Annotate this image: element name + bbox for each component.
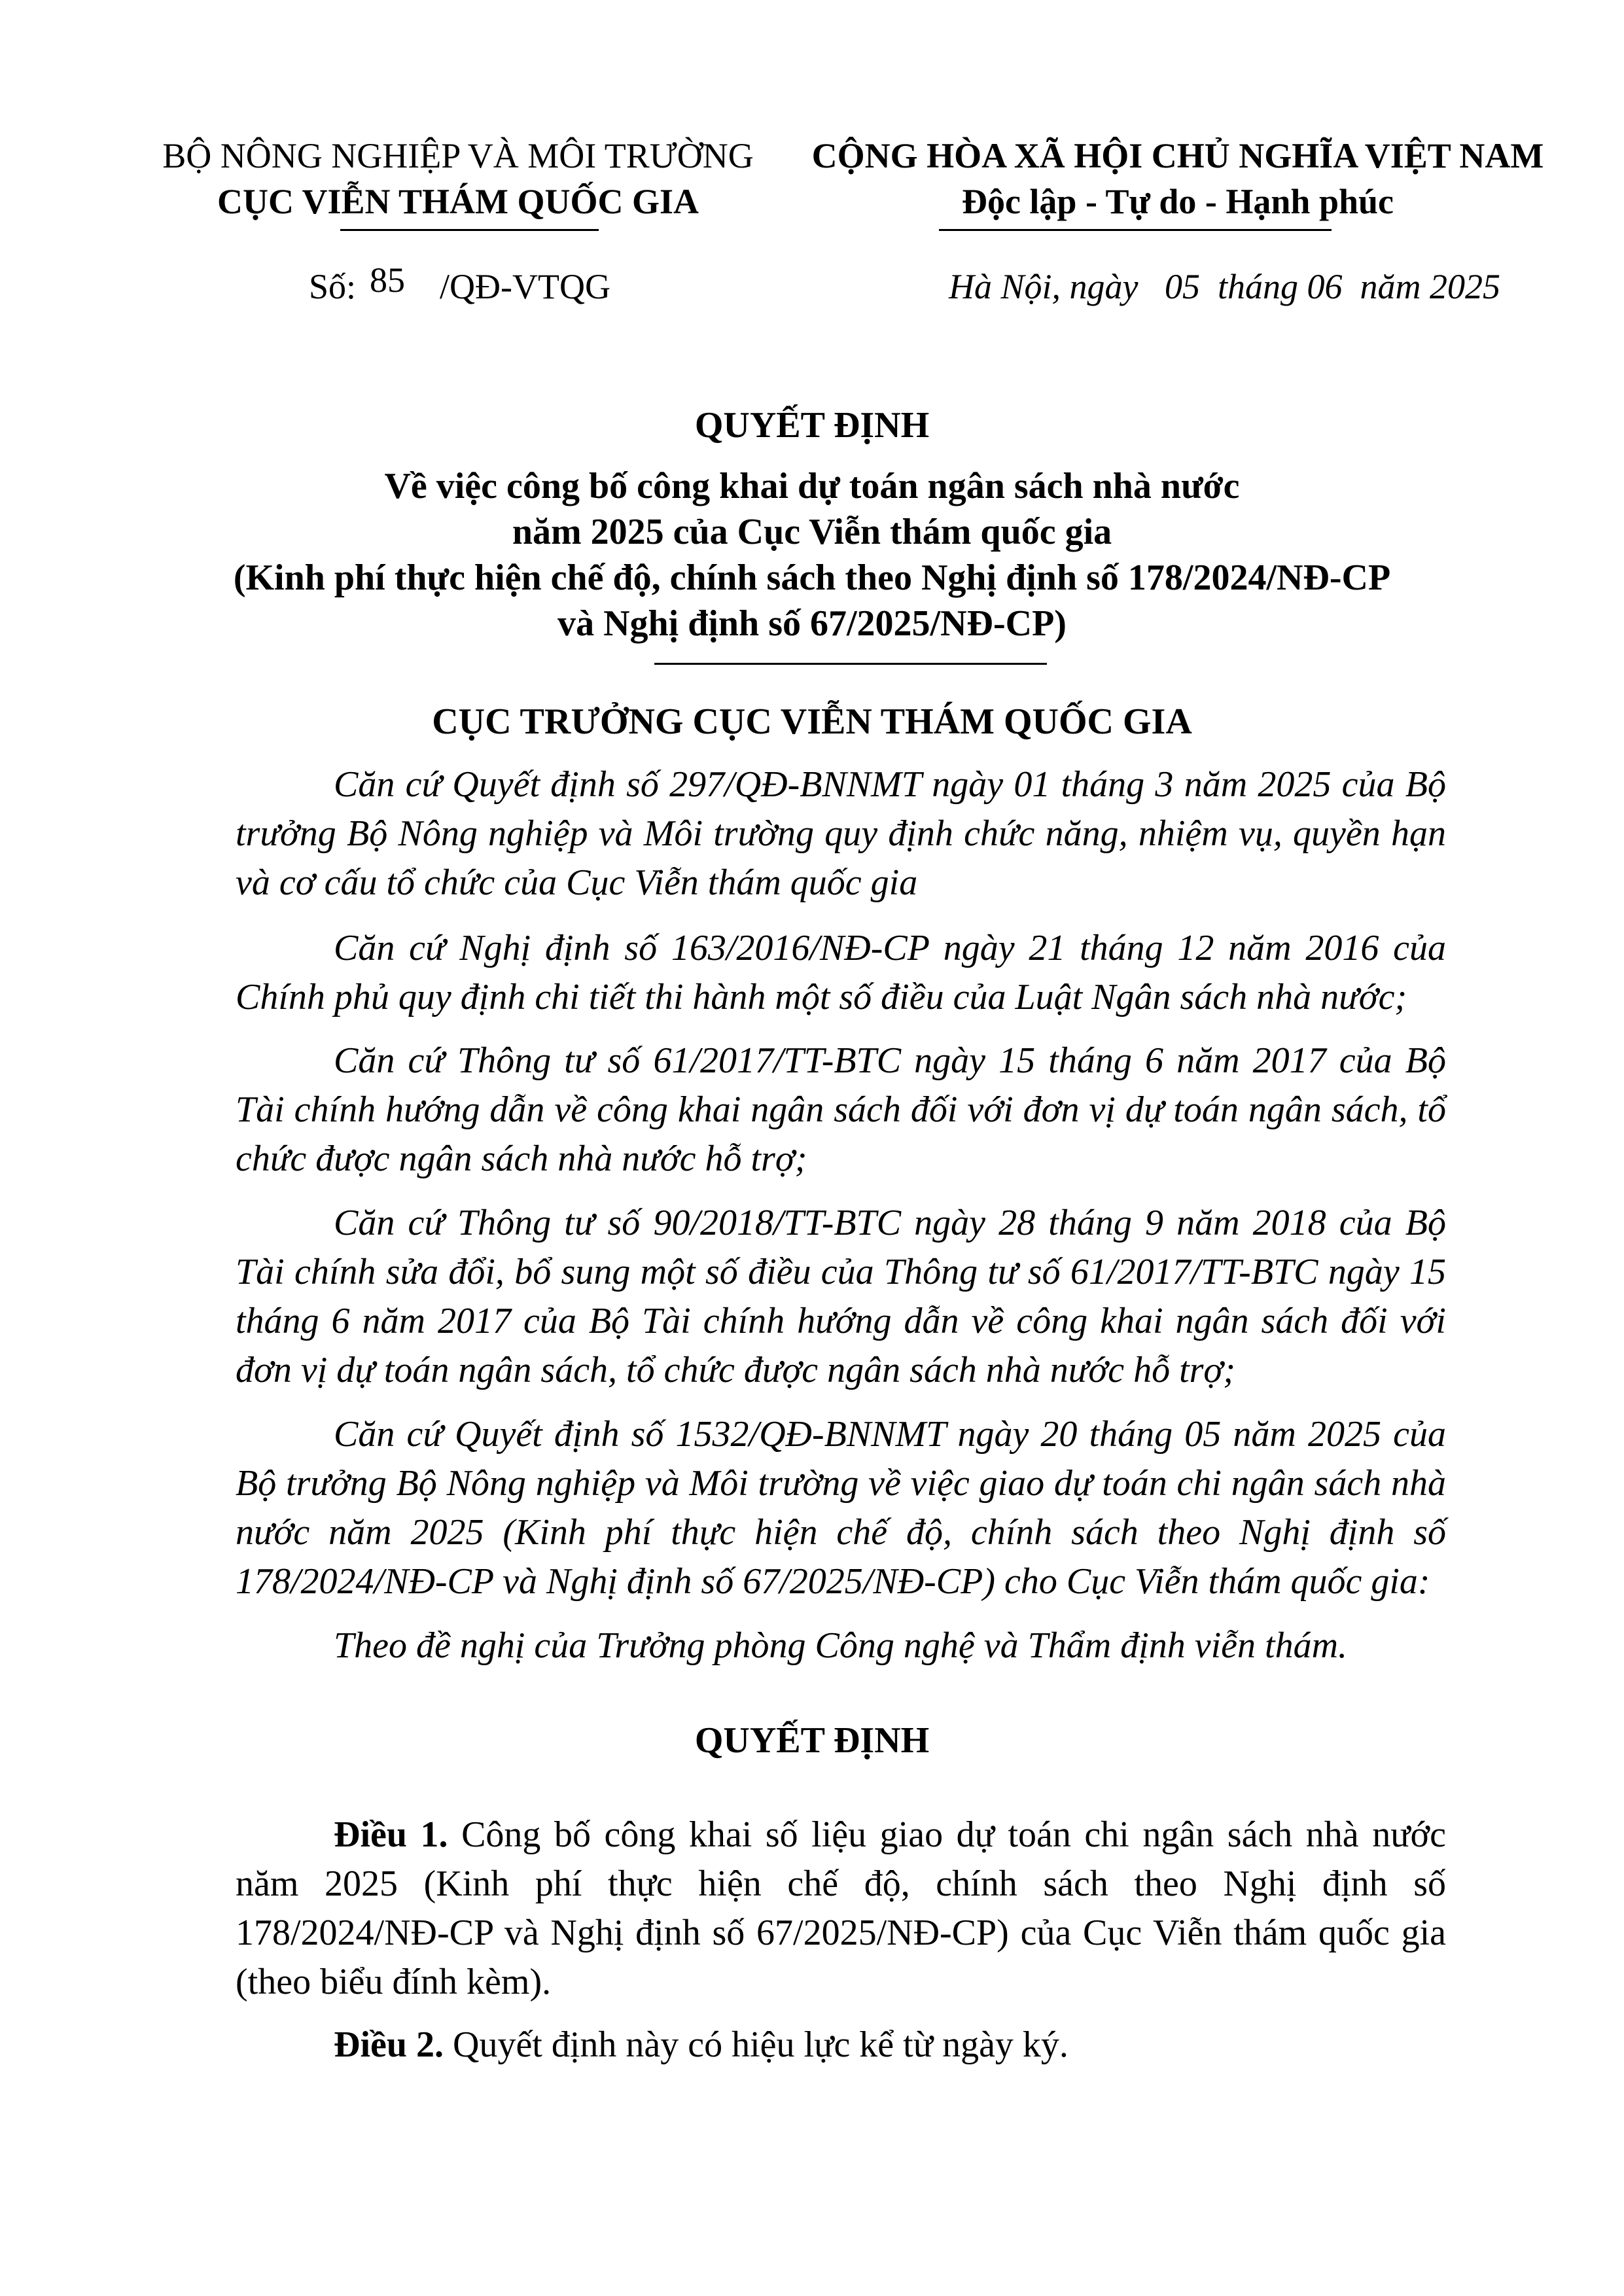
preamble-basis-5: Căn cứ Quyết định số 1532/QĐ-BNNMT ngày 20 tháng 05 năm 2025 của Bộ trưởng Bộ Nông nghiệp và Môi trường về việc giao dự toán chi ngân sách nhà nước năm 2025 (Kinh phí thực hiện chế độ, chính sách theo Nghị định số 178/2024/NĐ-CP và Nghị định số 67/2025/NĐ-CP) cho Cục Viễn thám quốc gia: [236, 1414, 1446, 1602]
issuing-authority: CỤC TRƯỞNG CỤC VIỄN THÁM QUỐC GIA [432, 701, 1192, 742]
doc-number-suffix: /QĐ-VTQG [440, 267, 610, 306]
article-2 [236, 2021, 1446, 2070]
preamble-proposal: Theo đề nghị của Trưởng phòng Công nghệ và Thẩm định viễn thám. [334, 1625, 1348, 1666]
article-1-label: Điều 1. [334, 1814, 448, 1855]
agency-name: CỤC VIỄN THÁM QUỐC GIA [217, 182, 699, 221]
subject-line-2: năm 2025 của Cục Viễn thám quốc gia [512, 512, 1112, 552]
document-title: QUYẾT ĐỊNH [694, 405, 930, 446]
doc-number: 85 [370, 260, 405, 300]
doc-number-prefix: Số: [309, 267, 357, 306]
article-2-label: Điều 2. [334, 2024, 444, 2065]
country-name: CỘNG HÒA XÃ HỘI CHỦ NGHĨA VIỆT NAM [811, 136, 1544, 175]
article-1 [236, 1810, 1446, 2007]
place-date: Hà Nội, ngày 05 tháng 06 năm 2025 [949, 267, 1500, 306]
agency-underline [340, 229, 599, 231]
decision-heading: QUYẾT ĐỊNH [694, 1720, 930, 1761]
motto-underline [939, 229, 1332, 231]
subject-line-4: và Nghị định số 67/2025/NĐ-CP) [557, 603, 1067, 644]
national-motto: Độc lập - Tự do - Hạnh phúc [961, 182, 1394, 221]
preamble-basis-1: Căn cứ Quyết định số 297/QĐ-BNNMT ngày 01 tháng 3 năm 2025 của Bộ trưởng Bộ Nông nghiệp và Môi trường quy định chức năng, nhiệm vụ, quyền hạn và cơ cấu tổ chức của Cục Viễn thám quốc gia [236, 764, 1446, 903]
title-underline [654, 663, 1047, 665]
preamble-basis-2: Căn cứ Nghị định số 163/2016/NĐ-CP ngày 21 tháng 12 năm 2016 của Chính phủ quy định chi tiết thi hành một số điều của Luật Ngân sách nhà nước; [236, 928, 1446, 1017]
article-2-text: Quyết định này có hiệu lực kể từ ngày ký. [444, 2024, 1068, 2065]
subject-line-3: (Kinh phí thực hiện chế độ, chính sách theo Nghị định số 178/2024/NĐ-CP [233, 557, 1391, 598]
preamble-basis-4: Căn cứ Thông tư số 90/2018/TT-BTC ngày 28 tháng 9 năm 2018 của Bộ Tài chính sửa đổi, bổ sung một số điều của Thông tư số 61/2017/TT-BTC ngày 15 tháng 6 năm 2017 của Bộ Tài chính hướng dẫn về công khai ngân sách đối với đơn vị dự toán ngân sách, tổ chức được ngân sách nhà nước hỗ trợ; [236, 1203, 1446, 1390]
preamble-basis-3: Căn cứ Thông tư số 61/2017/TT-BTC ngày 15 tháng 6 năm 2017 của Bộ Tài chính hướng dẫn về công khai ngân sách đối với đơn vị dự toán ngân sách, tổ chức được ngân sách nhà nước hỗ trợ; [236, 1040, 1446, 1179]
article-1-text: Công bố công khai số liệu giao dự toán chi ngân sách nhà nước năm 2025 (Kinh phí thực hiện chế độ, chính sách theo Nghị định số 178/2024/NĐ-CP và Nghị định số 67/2025/NĐ-CP) của Cục Viễn thám quốc gia (theo biểu đính kèm). [236, 1814, 1447, 2002]
ministry-name: BỘ NÔNG NGHIỆP VÀ MÔI TRƯỜNG [162, 136, 754, 175]
subject-line-1: Về việc công bố công khai dự toán ngân sách nhà nước [384, 466, 1240, 506]
